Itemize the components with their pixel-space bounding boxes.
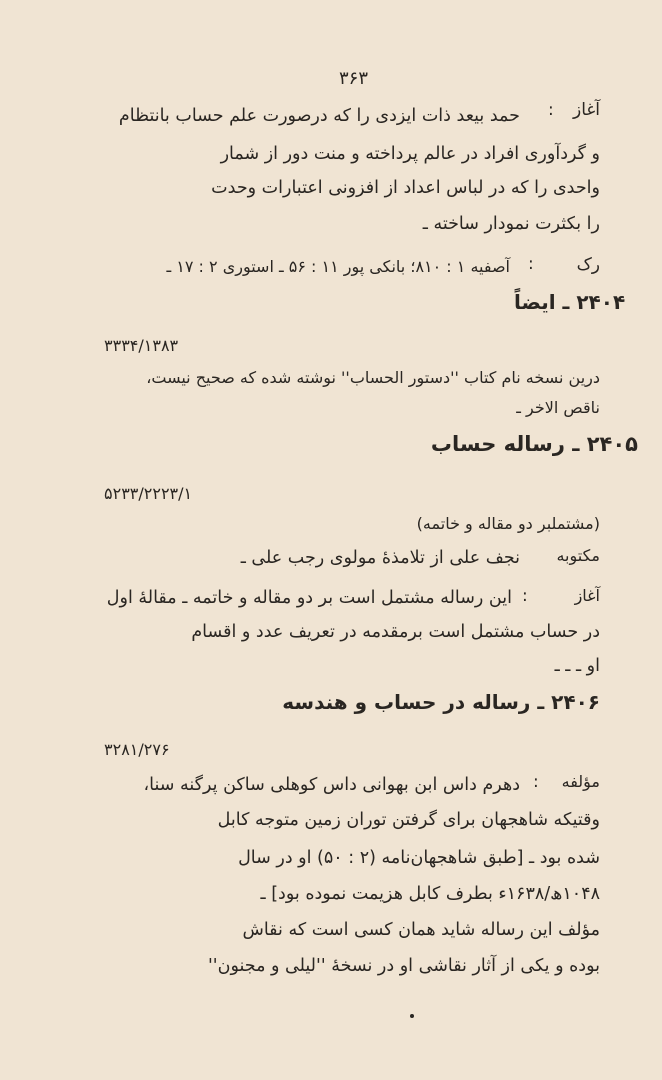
author-colon: : bbox=[533, 772, 539, 792]
entry-note-line: ناقص الاخر ـ bbox=[516, 398, 600, 417]
author-line: مؤلف این رساله شاید همان کسی است که نقاش bbox=[242, 920, 600, 940]
catalog-number: ۳۳۳۴/۱۳۸۳ bbox=[104, 336, 179, 355]
reference-text: آصفیه ۱ : ۸۱۰؛ بانکی پور ۱۱ : ۵۶ ـ استوری ۲ : ۱۷ ـ bbox=[166, 257, 510, 276]
reference-colon: : bbox=[528, 254, 534, 274]
page-number: ۳۶۳ bbox=[339, 68, 369, 89]
incipit-line: حمد بیعد ذات ایزدی را که درصورت علم حساب بانتظام bbox=[118, 106, 520, 126]
incipit-colon: : bbox=[548, 100, 554, 120]
reference-label: رک bbox=[576, 255, 600, 275]
incipit-colon: : bbox=[522, 586, 528, 606]
incipit-line: واحدی را که در لباس اعداد از افزونی اعتبارات وحدت bbox=[211, 178, 600, 198]
incipit-line: و گردآوری افراد در عالم پرداخته و منت دور از شمار bbox=[220, 144, 600, 164]
incipit-line: این رساله مشتمل است بر دو مقاله و خاتمه ـ مقالهٔ اول bbox=[106, 588, 512, 608]
author-line: دهرم داس ابن بهوانی داس کوهلی ساکن پرگنه سنا، bbox=[143, 775, 520, 795]
contents-note: (مشتملبر دو مقاله و خاتمه) bbox=[416, 514, 600, 533]
entry-note-line: درین نسخه نام کتاب ''دستور الحساب'' نوشته شده که صحیح نیست، bbox=[146, 368, 600, 387]
page-mark-dot bbox=[410, 1014, 414, 1018]
incipit-line: را بکثرت نمودار ساخته ـ bbox=[422, 214, 600, 234]
entry-heading: ۲۴۰۶ ـ رساله در حساب و هندسه bbox=[282, 690, 600, 714]
catalog-number: ۵۲۳۳/۲۲۲۳/۱ bbox=[104, 484, 193, 503]
scribe-label: مکتوبه bbox=[556, 546, 600, 565]
entry-heading: ۲۴۰۴ ـ ایضاً bbox=[514, 290, 626, 314]
author-line: بوده و یکی از آثار نقاشی او در نسخهٔ ''لیلی و مجنون'' bbox=[207, 956, 600, 976]
entry-heading: ۲۴۰۵ ـ رساله حساب bbox=[430, 432, 638, 456]
incipit-label: آغاز bbox=[572, 100, 600, 120]
incipit-line: در حساب مشتمل است برمقدمه در تعریف عدد و اقسام bbox=[191, 622, 600, 642]
incipit-label: آغاز bbox=[574, 586, 600, 605]
author-label: مؤلفه bbox=[561, 772, 600, 791]
author-line: ۱۰۴۸ھ/۱۶۳۸ء بطرف کابل هزیمت نموده بود] ـ bbox=[260, 884, 600, 904]
author-line: وقتیکه شاهجهان برای گرفتن توران زمین متوجه کابل bbox=[217, 810, 600, 830]
incipit-line: او ـ ـ ـ bbox=[554, 656, 600, 676]
scribe-text: نجف علی از تلامذهٔ مولوی رجب علی ـ bbox=[240, 548, 520, 568]
author-line: شده بود ـ [طبق شاهجهان‌نامه (۲ : ۵۰) او در سال bbox=[238, 848, 600, 868]
catalog-number: ۳۲۸۱/۲۷۶ bbox=[104, 740, 170, 759]
